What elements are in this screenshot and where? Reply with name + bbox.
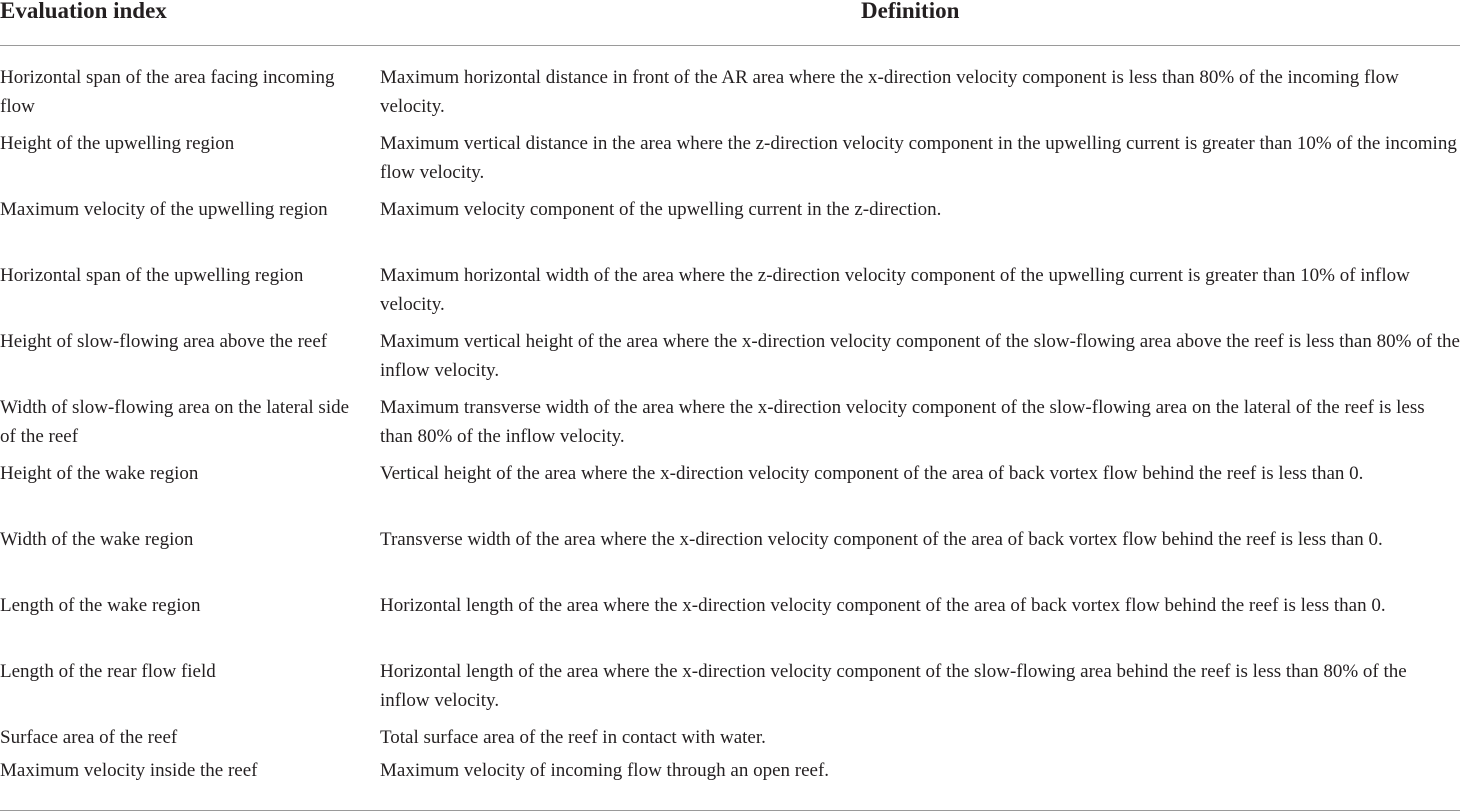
- definition-cell: Horizontal length of the area where the x-direction velocity component of the slow-flowing area behind the reef is less than 80% of the inflow velocity.: [380, 661, 1407, 711]
- evaluation-index-cell: Width of the wake region: [0, 529, 194, 550]
- definition-cell: Vertical height of the area where the x-direction velocity component of the area of back vortex flow behind the reef is less than 0.: [380, 463, 1364, 484]
- table-row: [0, 394, 1460, 460]
- table-header: [0, 0, 1460, 46]
- table-row: [0, 658, 1460, 724]
- evaluation-index-cell: Horizontal span of the upwelling region: [0, 265, 304, 286]
- table-row: [0, 526, 1460, 592]
- evaluation-index-cell: Height of the wake region: [0, 463, 199, 484]
- evaluation-index-cell: Height of the upwelling region: [0, 133, 235, 154]
- definition-cell: Maximum transverse width of the area where the x-direction velocity component of the slow-flowing area on the lateral of the reef is less than 80% of the inflow velocity.: [380, 397, 1425, 447]
- table-row: [0, 196, 1460, 262]
- evaluation-index-cell: Maximum velocity inside the reef: [0, 760, 258, 781]
- evaluation-index-cell: Height of slow-flowing area above the reef: [0, 331, 328, 352]
- definition-cell: Total surface area of the reef in contact with water.: [380, 727, 766, 748]
- evaluation-index-cell: Surface area of the reef: [0, 727, 178, 748]
- table-row: [0, 328, 1460, 394]
- evaluation-index-cell: Maximum velocity of the upwelling region: [0, 199, 328, 220]
- definition-cell: Maximum vertical distance in the area where the z-direction velocity component in the upwelling current is greater than 10% of the incoming flow velocity.: [380, 133, 1457, 183]
- definition-cell: Maximum horizontal distance in front of the AR area where the x-direction velocity component is less than 80% of the incoming flow velocity.: [380, 67, 1399, 117]
- table-bottom-rule: [0, 810, 1460, 811]
- column-header-definition: Definition: [861, 0, 960, 23]
- evaluation-index-cell: Horizontal span of the area facing incoming flow: [0, 67, 335, 117]
- column-header-evaluation-index: Evaluation index: [0, 0, 167, 23]
- definition-cell: Maximum velocity of incoming flow through an open reef.: [380, 760, 830, 781]
- evaluation-index-cell: Length of the rear flow field: [0, 661, 216, 682]
- table-row: [0, 130, 1460, 196]
- evaluation-index-cell: Length of the wake region: [0, 595, 201, 616]
- definition-cell: Maximum velocity component of the upwelling current in the z-direction.: [380, 199, 942, 220]
- table-row: [0, 262, 1460, 328]
- table-body: [0, 64, 1460, 790]
- table-row: [0, 724, 1460, 757]
- definition-cell: Transverse width of the area where the x-direction velocity component of the area of back vortex flow behind the reef is less than 0.: [380, 529, 1383, 550]
- table-row: [0, 592, 1460, 658]
- definition-cell: Horizontal length of the area where the x-direction velocity component of the area of back vortex flow behind the reef is less than 0.: [380, 595, 1386, 616]
- table-row: [0, 64, 1460, 130]
- table-row: [0, 460, 1460, 526]
- definition-cell: Maximum horizontal width of the area where the z-direction velocity component of the upwelling current is greater than 10% of inflow velocity.: [380, 265, 1410, 315]
- table-row: [0, 757, 1460, 790]
- evaluation-index-cell: Width of slow-flowing area on the lateral side of the reef: [0, 397, 350, 447]
- definition-cell: Maximum vertical height of the area where the x-direction velocity component of the slow-flowing area above the reef is less than 80% of the inflow velocity.: [380, 331, 1460, 381]
